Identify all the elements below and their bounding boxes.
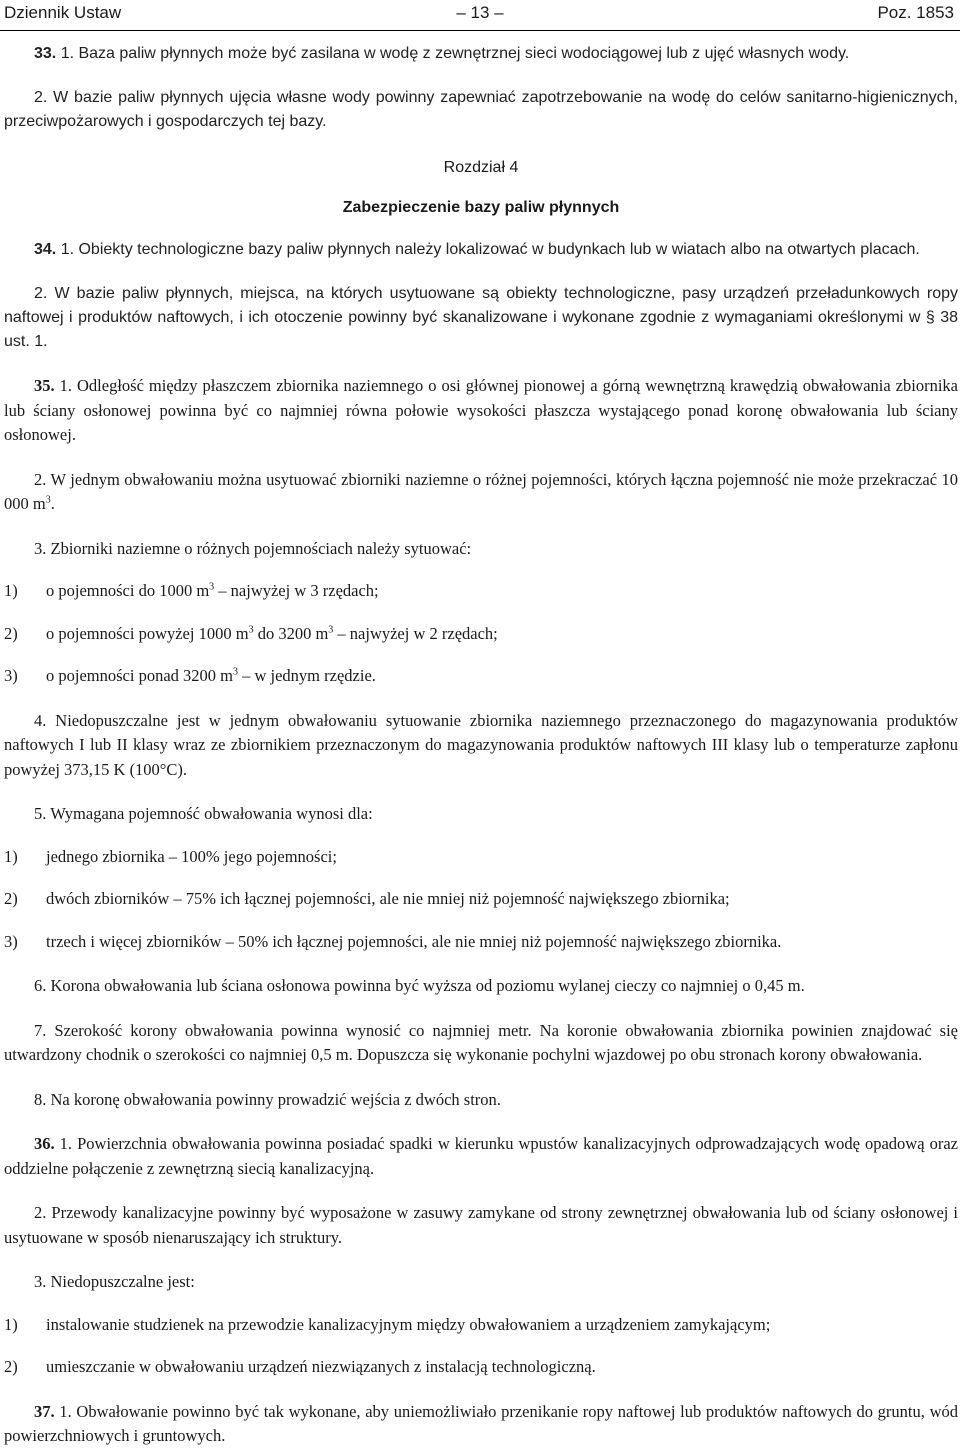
par-34-1 [4,238,958,262]
superscript: 3 [45,494,51,506]
par-35-1 [4,374,958,448]
item-text: o pojemności ponad 3200 m [46,666,233,685]
par-37-1-text: 1. Obwałowanie powinno być tak wykonane, aby uniemożliwiało przenikanie ropy naftowej lub produktów naftowych do gruntu, wód powierzchniowych i gruntowych. [4,1401,958,1445]
par-33-1-text: 1. Baza paliw płynnych może być zasilana w wodę z zewnętrznej sieci wodociągowej lub z ujęć własnych wody. [56,45,850,62]
par-35-5-item-3 [4,930,958,955]
par-36-3-item-1 [4,1313,958,1338]
item-text: instalowanie studzienek na przewodzie kanalizacyjnym między obwałowaniem a urządzeniem zamykającym; [46,1314,771,1334]
par-35-5: 5. Wymagana pojemność obwałowania wynosi dla: [34,804,373,823]
superscript: 3 [248,624,254,635]
chapter-title: Zabezpieczenie bazy paliw płynnych [342,199,620,216]
superscript: 3 [209,581,215,593]
par-33-1 [4,42,958,66]
document-body [4,38,958,1449]
par-35-5-item-2 [4,887,958,912]
superscript: 3 [232,666,238,678]
par-35-3-item-2: 2) o pojemności powyżej 1000 $m^3$ do 3200 $m^3$ – najwyżej w 2 rzędach; [4,622,958,647]
par-35-8: 8. Na koronę obwałowania powinny prowadzić wejścia z dwóch stron. [34,1089,501,1109]
journal-title: Dziennik Ustaw [4,3,122,22]
par-36-1 [4,1132,958,1181]
par-35-3: 3. Zbiorniki naziemne o różnych pojemnościach należy sytuować: [34,538,472,558]
item-text: trzech i więcej zbiorników – 50% ich łącznej pojemności, ale nie mniej niż pojemność największego zbiornika. [46,931,782,951]
par-35-4: 4. Niedopuszczalne jest w jednym obwałowaniu sytuowanie zbiornika naziemnego przeznaczonego do magazynowania produktów naftowych I lub II klasy wraz ze zbiornikiem przeznaczonym do magazynowania produktów naftowych III klasy lub o temperaturze zapłonu powyżej 373,15 K (100°C). [4,710,958,779]
par-36-number: 36. [34,1134,55,1153]
par-36-1-text: 1. Powierzchnia obwałowania powinna posiadać spadki w kierunku wpustów kanalizacyjnych odprowadzających wodę opadową oraz oddzielne połączenie z zewnętrzną siecią kanalizacyjną. [4,1134,958,1178]
item-text: dwóch zbiorników – 75% ich łącznej pojemności, ale nie mniej niż pojemność największego zbiornika; [46,889,730,908]
item-text: do 3200 m [253,623,329,643]
chapter-label: Rozdział 4 [443,159,519,176]
page-number: – 13 – [456,3,504,22]
par-33-number: 33. [34,45,57,62]
item-number: 3) [4,666,18,685]
par-36-3-item-2 [4,1355,958,1380]
item-number: 2) [4,623,18,643]
par-35-3-item-3: 3) o pojemności ponad 3200 $m^3$ – w jednym rzędzie. [4,664,958,689]
par-35-2-text: 2. W jednym obwałowaniu można usytuować zbiorniki naziemne o różnej pojemności, których łączna pojemność nie może przekraczać 10 000 m [4,469,958,513]
par-35-number: 35. [34,376,55,395]
item-number: 3) [4,931,18,951]
item-text: o pojemności powyżej 1000 m [46,623,249,643]
item-text: najwyżej w 2 rzędach; [349,623,498,643]
item-number: 1) [4,581,18,600]
par-37-1 [4,1400,958,1449]
item-number: 2) [4,1357,18,1376]
par-33-2: 2. W bazie paliw płynnych ujęcia własne wody powinny zapewniać zapotrzebowanie na wodę do celów sanitarno-higienicznych, przeciwpożarowych i gospodarczych tej bazy. [4,89,958,130]
par-35-1-text: 1. Odległość między płaszczem zbiornika naziemnego o osi głównej pionowej a górną wewnętrzną krawędzią obwałowania zbiornika lub ściany osłonowej powinna być co najmniej równa połowie wysokości płaszcza wystającego ponad koronę obwałowania lub ściany osłonowej. [4,376,958,444]
par-35-5-item-1 [4,845,958,870]
par-35-6: 6. Korona obwałowania lub ściana osłonowa powinna być wyższa od poziomu wylanej cieczy co najmniej o 0,45 m. [34,976,805,995]
item-text: w jednym rzędzie. [254,666,376,685]
par-35-2-end: . [50,494,55,513]
par-35-3-item-1: 1) o pojemności do 1000 $m^3$ – najwyżej w 3 rzędach; [4,579,958,604]
item-number: 1) [4,846,18,866]
par-36-2: 2. Przewody kanalizacyjne powinny być wyposażone w zasuwy zamykane od strony zewnętrznej obwałowania lub od ściany osłonowej i usytuowane w sposób nienaruszający ich struktury. [4,1203,958,1247]
item-number: 1) [4,1314,18,1334]
par-37-number: 37. [34,1401,55,1421]
par-35-2 [4,468,958,517]
superscript: 3 [328,624,334,635]
par-34-1-text: 1. Obiekty technologiczne bazy paliw płynnych należy lokalizować w budynkach lub w wiatach albo na otwartych placach. [56,241,920,258]
item-number: 2) [4,889,18,908]
item-text: najwyżej w 3 rzędach; [230,581,379,600]
page-header [0,0,960,31]
item-text: jednego zbiornika – 100% jego pojemności; [46,846,337,866]
position-number: Poz. 1853 [877,3,954,22]
item-text: umieszczanie w obwałowaniu urządzeń niezwiązanych z instalacją technologiczną. [46,1357,596,1376]
par-34-2: 2. W bazie paliw płynnych, miejsca, na których usytuowane są obiekty technologiczne, pasy urządzeń przeładunkowych ropy naftowej i produktów naftowych, i ich otoczenie powinny być skanalizowane i wykonane zgodnie z wymaganiami określonymi w § 38 ust. 1. [4,285,958,350]
par-34-number: 34. [34,241,57,258]
par-35-7: 7. Szerokość korony obwałowania powinna wynosić co najmniej metr. Na koronie obwałowania zbiornika powinien znajdować się utwardzony chodnik o szerokości co najmniej 0,5 m. Dopuszcza się wykonanie pochylni wjazdowej po obu stronach korony obwałowania. [4,1020,958,1064]
item-text: o pojemności do 1000 m [46,581,210,600]
par-36-3: 3. Niedopuszczalne jest: [34,1272,195,1291]
